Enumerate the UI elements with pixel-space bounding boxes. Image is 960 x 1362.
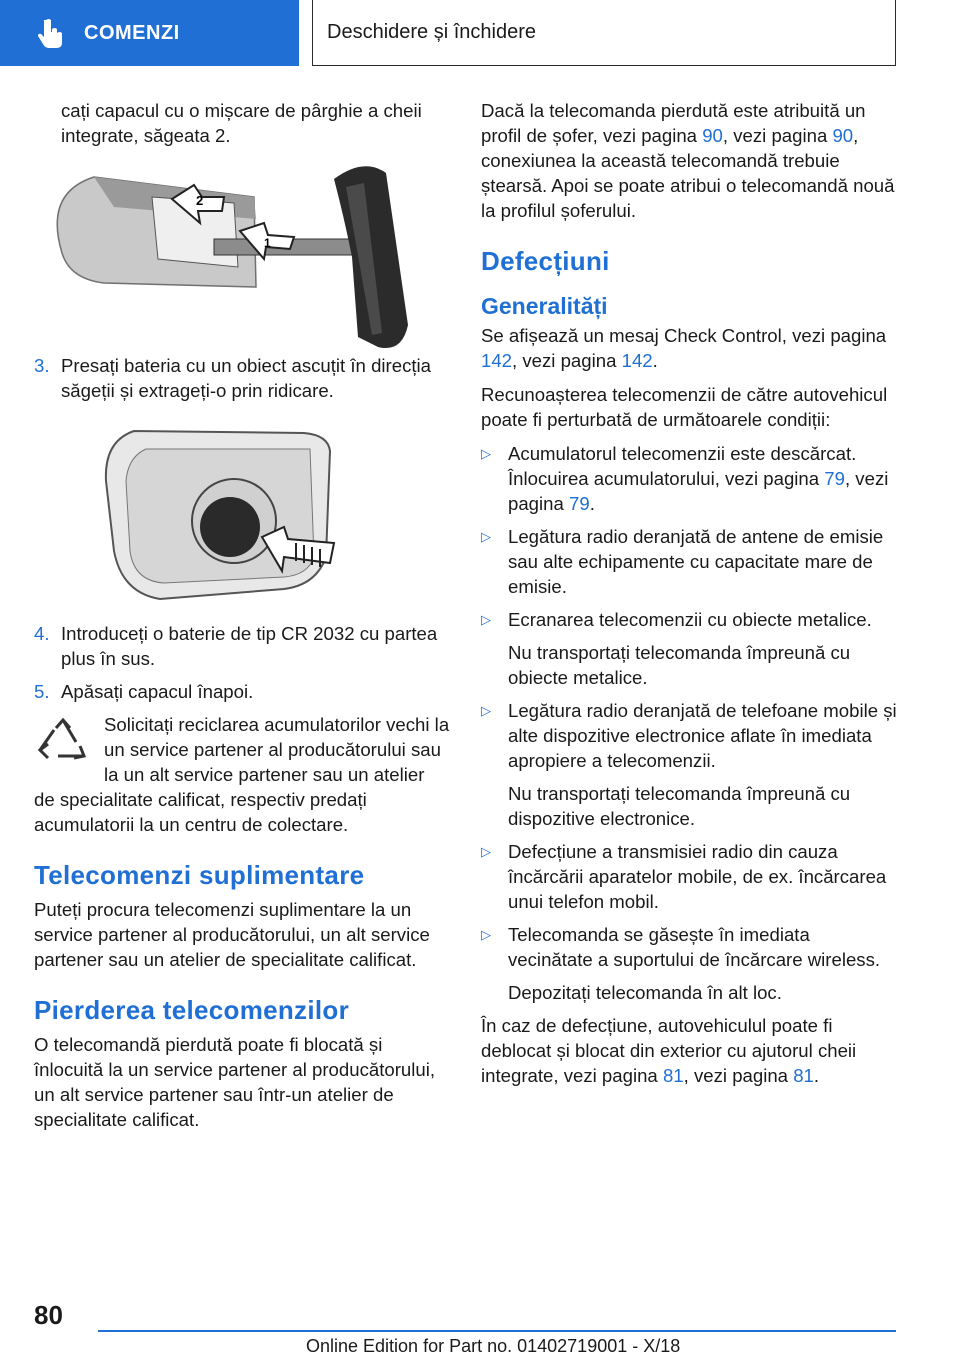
conditions-intro: Recunoașterea telecomenzii de către autovehicul poate fi perturbată de următoarele condiții:: [481, 384, 888, 430]
chapter-title: Deschidere și închidere: [327, 21, 536, 43]
hand-pointer-icon: [34, 16, 68, 50]
recycling-text: Solicitați reciclarea acumulatorilor vechi la un service partener al producătorului sau la un alt service partener sau un atelier de specialitate calificat, respectiv predați acumulatorii la un centru de colectare.: [34, 714, 450, 835]
list-text: Ecranarea telecomenzii cu obiecte metalice.: [508, 609, 872, 630]
chapter-header: [312, 0, 896, 66]
list-item: [481, 922, 897, 972]
list-text: Defecțiune a transmisiei radio din cauza încărcării aparatelor mobile, de ex. încărcarea unui telefon mobil.: [508, 841, 887, 912]
left-column: [34, 98, 450, 1141]
page-number: 80: [34, 1300, 63, 1330]
edition-footer: Online Edition for Part no. 01402719001 - X/18: [306, 1336, 681, 1356]
text: .: [652, 350, 658, 371]
text: , vezi pagina: [508, 468, 889, 514]
driver-profile-paragraph: [481, 98, 897, 223]
page-link[interactable]: 79: [824, 468, 845, 489]
right-column: [481, 98, 897, 1097]
heading-faults: Defecțiuni: [481, 246, 610, 276]
section-title: COMENZI: [84, 21, 180, 44]
text: , vezi pagina: [722, 125, 833, 146]
lost-remotes-text: O telecomandă pierdută poate fi blocată și înlocuită la un service partener al producătorului, un alt service partener sau într-un atelier de specialitate calificat.: [34, 1034, 436, 1130]
page-link[interactable]: 81: [793, 1065, 814, 1086]
text: Acumulatorul telecomenzii este descărcat. Înlocuirea acumulatorului, vezi pagina: [508, 443, 857, 489]
footer-divider: [98, 1330, 896, 1332]
check-control-paragraph: [481, 323, 897, 373]
list-text: Legătura radio deranjată de telefoane mobile și alte dispozitive electronice aflate în imediata apropiere a telecomenzii.: [508, 700, 897, 771]
step-number: 5.: [34, 681, 50, 702]
list-item: [481, 441, 897, 516]
svg-text:2: 2: [196, 193, 204, 208]
text: , vezi pagina: [512, 350, 622, 371]
list-subtext: Depozitați telecomanda în alt loc.: [508, 982, 782, 1003]
recycling-note: [34, 712, 450, 837]
step-number: 4.: [34, 623, 50, 644]
list-subtext: Nu transportați telecomanda împreună cu obiecte metalice.: [508, 642, 851, 688]
heading-general: Generalități: [481, 293, 608, 319]
page-link[interactable]: 90: [702, 125, 723, 146]
text: , vezi pagina: [683, 1065, 794, 1086]
bullet-triangle-icon: ▷: [481, 703, 491, 718]
list-item: [481, 839, 897, 914]
text: Se afișează un mesaj Check Control, vezi pagina: [481, 325, 887, 346]
step-text: Presați bateria cu un obiect ascuțit în direcția săgeții și extrageți-o prin ridicare.: [61, 355, 432, 401]
text: În caz de defecțiune, autovehiculul poate fi deblocat și blocat din exterior cu ajutorul cheii integrate, vezi pagina: [481, 1015, 857, 1086]
text: .: [589, 493, 595, 514]
step-text: Introduceți o baterie de tip CR 2032 cu partea plus în sus.: [61, 623, 438, 669]
emergency-unlock-paragraph: [481, 1013, 897, 1088]
heading-extra-remotes: Telecomenzi suplimentare: [34, 860, 365, 890]
heading-lost-remotes: Pierderea telecomenzilor: [34, 995, 349, 1025]
page-link[interactable]: 142: [621, 350, 653, 371]
bullet-triangle-icon: ▷: [481, 529, 491, 544]
page-link[interactable]: 79: [569, 493, 590, 514]
page-link[interactable]: 81: [662, 1065, 684, 1086]
list-subtext: Nu transportați telecomanda împreună cu dispozitive electronice.: [508, 783, 851, 829]
step-3: [34, 353, 450, 403]
recycle-icon: [34, 716, 92, 774]
page-link[interactable]: 90: [832, 125, 854, 146]
step-number: 3.: [34, 355, 50, 376]
list-text: Legătura radio deranjată de antene de emisie sau alte echipamente cu capacitate mare de emisie.: [508, 526, 884, 597]
bullet-triangle-icon: ▷: [481, 446, 491, 461]
list-item: [481, 607, 897, 632]
page-link[interactable]: 142: [481, 350, 513, 371]
extra-remotes-text: Puteți procura telecomenzi suplimentare la un service partener al producătorului, un alt service partener sau un atelier de specialitate calificat.: [34, 899, 430, 970]
key-cover-figure: [34, 157, 450, 353]
svg-text:1: 1: [264, 236, 271, 250]
text: .: [813, 1065, 820, 1086]
battery-figure: [34, 411, 450, 621]
list-item: [481, 524, 897, 599]
step-text: Apăsați capacul înapoi.: [61, 681, 254, 702]
text: , conexiunea la această telecomandă trebuie ștearsă. Apoi se poate atribui o telecomandă nouă la profilul șoferului.: [481, 125, 895, 221]
section-tab[interactable]: [0, 0, 299, 66]
intro-paragraph: cați capacul cu o mișcare de pârghie a cheii integrate, săgeata 2.: [61, 100, 422, 146]
bullet-triangle-icon: ▷: [481, 612, 491, 627]
text: Dacă la telecomanda pierdută este atribuită un profil de șofer, vezi pagina: [481, 100, 866, 146]
bullet-triangle-icon: ▷: [481, 927, 491, 942]
step-4: [34, 621, 450, 671]
list-text: Telecomanda se găsește în imediata vecinătate a suportului de încărcare wireless.: [508, 924, 881, 970]
bullet-triangle-icon: ▷: [481, 844, 491, 859]
list-item: [481, 698, 897, 773]
list-text: [508, 441, 897, 516]
step-5: [34, 679, 450, 704]
